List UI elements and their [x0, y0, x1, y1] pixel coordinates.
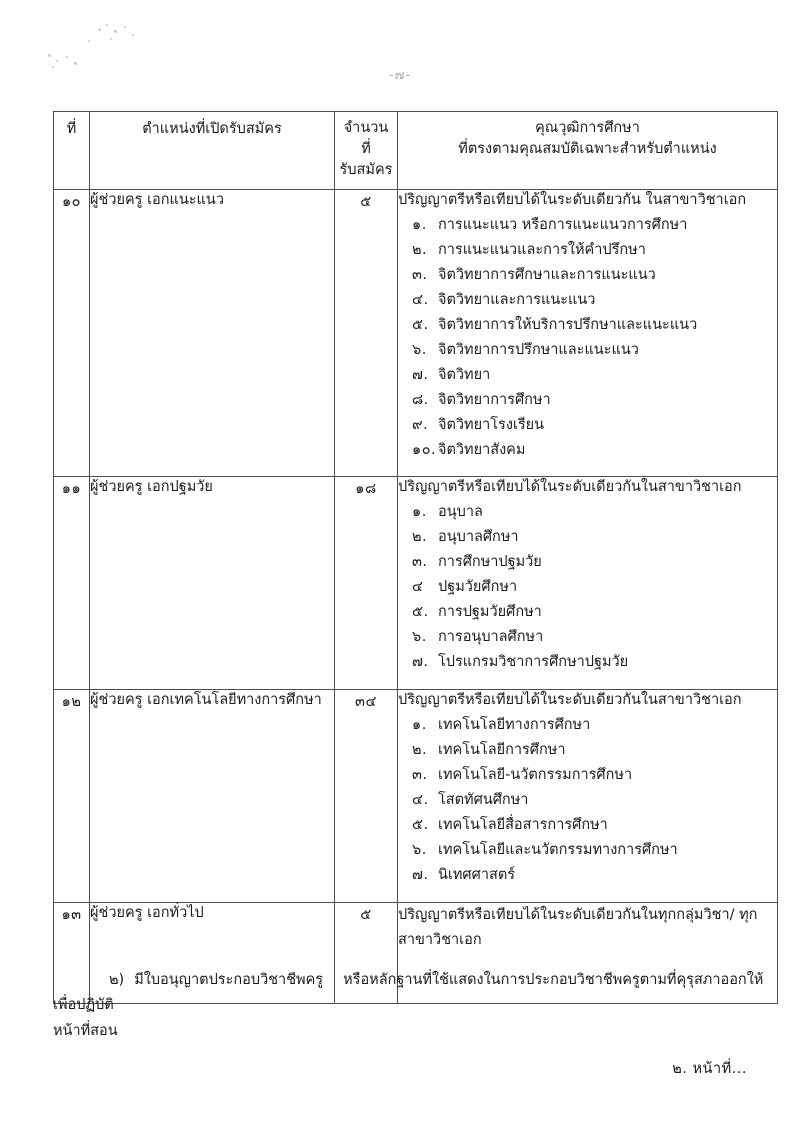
list-item	[398, 838, 777, 863]
row-quantity: ๑๘	[335, 477, 398, 690]
list-item-index: ๒.	[412, 242, 428, 258]
list-item-index: ๒.	[412, 529, 428, 546]
list-item-index: ๓.	[412, 266, 428, 283]
list-item-index: ๕.	[412, 604, 429, 621]
list-item	[398, 238, 777, 263]
list-item-label: เทคโนโลยีสื่อสารการศึกษา	[438, 816, 608, 833]
list-item-label: เทคโนโลยีการศึกษา	[438, 741, 566, 758]
table-row	[54, 477, 778, 690]
list-item-index: ๕.	[412, 816, 429, 833]
row-position: ผู้ช่วยครู เอกแนะแนว	[90, 190, 335, 477]
list-item	[398, 863, 777, 888]
row-position: ผู้ช่วยครู เอกทั่วไป	[90, 902, 335, 1004]
list-item	[398, 625, 777, 650]
list-item-index: ๖.	[412, 841, 427, 858]
list-item	[398, 650, 777, 675]
list-item	[398, 713, 777, 738]
qualification-list	[398, 713, 777, 888]
list-item-label: จิตวิทยาสังคม	[438, 441, 526, 458]
list-item	[398, 438, 777, 463]
list-item	[398, 600, 777, 625]
list-item	[398, 338, 777, 363]
header-qualification-line2: ที่ตรงตามคุณสมบัติเฉพาะสำหรับตำแหน่ง	[458, 141, 717, 158]
table-row	[54, 690, 778, 903]
row-number: ๑๑	[54, 477, 90, 690]
qualification-list	[398, 213, 777, 462]
list-item-label: จิตวิทยาการศึกษา	[438, 391, 551, 408]
row-qualification	[398, 190, 778, 477]
list-item-index: ๗.	[412, 866, 429, 883]
list-item-label: การอนุบาลศึกษา	[438, 629, 544, 646]
list-item-label: อนุบาล	[438, 504, 483, 521]
list-item-label: อนุบาลศึกษา	[438, 529, 519, 546]
list-item	[398, 738, 777, 763]
list-item-label: เทคโนโลยีและนวัตกรรมทางการศึกษา	[438, 841, 678, 858]
row-position: ผู้ช่วยครู เอกเทคโนโลยีทางการศึกษา	[90, 690, 335, 903]
row-position: ผู้ช่วยครู เอกปฐมวัย	[90, 477, 335, 690]
list-item-index: ๖.	[412, 341, 427, 358]
qualification-lead: ปริญญาตรีหรือเทียบได้ในระดับเดียวกันในสาขาวิชาเอก	[398, 692, 742, 709]
list-item-label: จิตวิทยาโรงเรียน	[438, 416, 545, 433]
list-item-index: ๗.	[412, 366, 429, 383]
list-item	[398, 213, 777, 238]
qualification-lead: ปริญญาตรีหรือเทียบได้ในระดับเดียวกันในสาขาวิชาเอก	[398, 479, 742, 496]
list-item	[398, 413, 777, 438]
qualification-lead: ปริญญาตรีหรือเทียบได้ในระดับเดียวกัน ในสาขาวิชาเอก	[398, 192, 747, 209]
footer-clause	[53, 968, 777, 1044]
list-item-label: เทคโนโลยี-นวัตกรรมการศึกษา	[438, 766, 633, 783]
list-item-label: นิเทศศาสตร์	[438, 866, 516, 883]
footer-clause-part1: มีใบอนุญาตประกอบวิชาชีพครู	[134, 972, 324, 988]
header-cell-qualification	[398, 112, 778, 190]
list-item	[398, 788, 777, 813]
list-item-index: ๖.	[412, 629, 427, 646]
list-item	[398, 813, 777, 838]
qualification-lead: ปริญญาตรีหรือเทียบได้ในระดับเดียวกันในทุกกลุ่มวิชา/ ทุกสาขาวิชาเอก	[398, 906, 758, 948]
list-item	[398, 363, 777, 388]
list-item-label: จิตวิทยาการศึกษาและการแนะแนว	[438, 266, 656, 283]
header-quantity-line2: รับสมัคร	[339, 162, 393, 179]
header-quantity-line1: จำนวนที่	[343, 120, 389, 158]
list-item-index: ๔.	[412, 791, 429, 808]
positions-table	[53, 111, 778, 1004]
footer-clause-part2: หรือหลักฐานที่ใช้แสดงในการประกอบวิชาชีพครูตามที่คุรุสภาออกให้	[343, 972, 764, 988]
list-item	[398, 763, 777, 788]
row-qualification	[398, 477, 778, 690]
list-item-label: การศึกษาปฐมวัย	[438, 554, 542, 571]
list-item-label: จิตวิทยา	[438, 366, 491, 383]
list-item-index: ๙.	[412, 416, 429, 433]
table-header-row	[54, 112, 778, 190]
footer-clause-part4: หน้าที่สอน	[53, 1022, 118, 1039]
row-qualification	[398, 690, 778, 903]
list-item-index: ๑.	[412, 217, 427, 234]
list-item-index: ๑.	[412, 504, 427, 521]
list-item	[398, 525, 777, 550]
header-qualification-line1: คุณวุฒิการศึกษา	[535, 120, 640, 136]
list-item	[398, 575, 777, 600]
list-item-label: โสตทัศนศึกษา	[438, 791, 529, 808]
list-item-index: ๕.	[412, 316, 429, 333]
list-item-label: จิตวิทยาการปรึกษาและแนะแนว	[438, 341, 639, 358]
list-item-index: ๓.	[412, 766, 428, 783]
list-item	[398, 388, 777, 413]
header-cell-no: ที่	[54, 112, 90, 190]
list-item-label: การแนะแนว หรือการแนะแนวการศึกษา	[438, 217, 688, 234]
table-row	[54, 190, 778, 477]
list-item-index: ๓.	[412, 554, 428, 571]
header-cell-quantity	[335, 112, 398, 190]
footer-clause-number: ๒)	[109, 972, 125, 988]
page-number-marker: -๗-	[388, 68, 412, 83]
list-item-label: การปฐมวัยศึกษา	[438, 604, 542, 621]
list-item-index: ๑๐.	[412, 441, 437, 458]
list-item-index: ๒.	[412, 741, 428, 758]
list-item-label: การแนะแนวและการให้คำปรึกษา	[438, 242, 646, 258]
header-cell-position: ตำแหน่งที่เปิดรับสมัคร	[90, 112, 335, 190]
list-item-index: ๗.	[412, 654, 429, 671]
list-item-index: ๔.	[412, 291, 429, 308]
list-item-label: จิตวิทยาการให้บริการปรึกษาและแนะแนว	[438, 316, 698, 333]
qualification-list	[398, 500, 777, 675]
row-number: ๑๓	[54, 902, 90, 1004]
row-number: ๑๒	[54, 690, 90, 903]
list-item-label: เทคโนโลยีทางการศึกษา	[438, 717, 591, 734]
footer-clause-part3: เพื่อปฏิบัติ	[53, 997, 114, 1014]
row-quantity: ๕	[335, 190, 398, 477]
list-item	[398, 550, 777, 575]
list-item-index: ๔	[412, 579, 424, 596]
list-item-label: โปรแกรมวิชาการศึกษาปฐมวัย	[438, 654, 629, 671]
list-item	[398, 288, 777, 313]
list-item-index: ๘.	[412, 391, 429, 408]
list-item-index: ๑.	[412, 717, 427, 734]
list-item	[398, 263, 777, 288]
list-item	[398, 313, 777, 338]
row-quantity: ๕	[335, 902, 398, 1004]
list-item	[398, 500, 777, 525]
row-number: ๑๐	[54, 190, 90, 477]
page-continuation-note: ๒. หน้าที่...	[672, 1061, 747, 1077]
list-item-label: ปฐมวัยศึกษา	[438, 579, 518, 596]
row-quantity: ๓๔	[335, 690, 398, 903]
list-item-label: จิตวิทยาและการแนะแนว	[438, 291, 596, 308]
